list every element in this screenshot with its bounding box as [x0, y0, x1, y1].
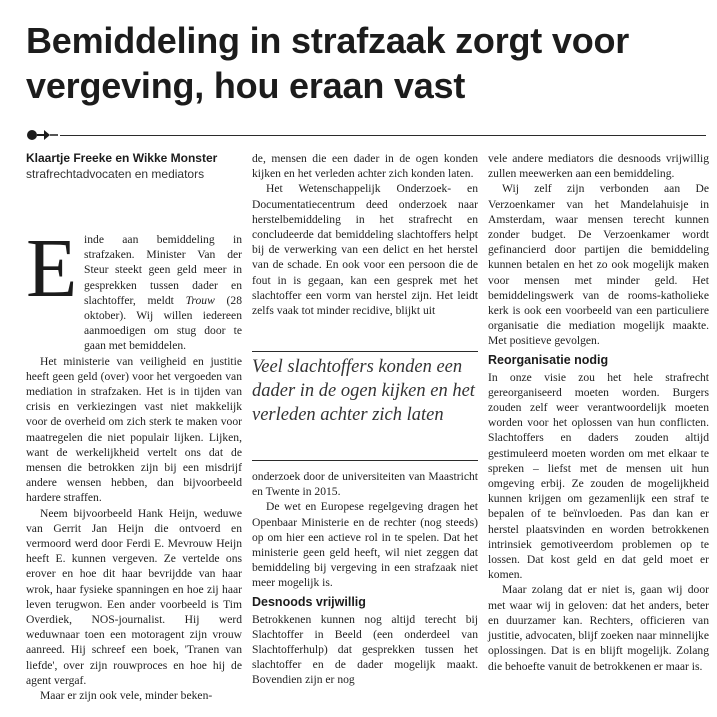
column-1	[26, 222, 242, 703]
source-name: Trouw	[185, 293, 215, 307]
column-3	[488, 151, 709, 674]
body-paragraph: Het Wetenschappelijk Onderzoek- en Documentatiecentrum deed onderzoek naar herstelbemiddeling in het strafrecht en concludeerde dat bemiddeling slachtoffers helpt bij de verwerking van een delict en het herstel van de schade. En ook voor een persoon die de fout in is gegaan, kan een gesprek met het slachtoffer een vorm van herstel zijn. Het leidt zelfs vaak tot minder recidive, blijkt uit	[252, 182, 478, 318]
pull-quote: Veel slachtoffers konden een dader in de ogen kijken en het verleden achter zich laten	[252, 357, 475, 425]
body-paragraph: vele andere mediators die desnoods vrijwillig zullen meewerken aan een bemiddeling.	[488, 152, 709, 181]
header-rule	[26, 135, 706, 136]
body-paragraph: Maar er zijn ook vele, minder beken-	[40, 689, 213, 703]
subheading-reorganisatie-nodig: Reorganisatie nodig	[488, 352, 609, 367]
subheading-desnoods-vrijwillig: Desnoods vrijwillig	[252, 594, 366, 609]
body-paragraph: Het ministerie van veiligheid en justitie heeft geen geld (over) voor het vergoeden van mediation in strafzaken. Het is in tijden van crisis en verkiezingen vast niet makkelijk voor de overheid om zich sterk te maken voor maatregelen die niet populair lijken. Lijken, want de werkelijkheid vertelt ons dat de mensen die betrokken zijn bij een misdrijf andere wensen hebben, dan bijvoorbeeld hardere straffen.	[26, 354, 242, 505]
headline: Bemiddeling in strafzaak zorgt voor vergeving, hou eraan vast	[26, 20, 630, 106]
body-paragraph: Wij zelf zijn verbonden aan De Verzoenkamer van het Mandelahuisje in Amsterdam, waar mensen terecht kunnen zonder budget. De Verzoenkamer wordt gefinancierd door partijen die bemiddeling kunnen betalen en het zo ook mogelijk maken voor mensen met minder geld. Het bemiddelingswerk van de rooms-katholieke kerk is ook een voorbeeld van een particuliere organisatie die mediation mogelijk maakte. Met positieve gevolgen.	[488, 182, 709, 348]
drop-cap: E	[26, 222, 78, 315]
body-paragraph: de, mensen die een dader in de ogen konden kijken en het verleden achter zich konden laten.	[252, 152, 478, 181]
pull-quote-bottom-rule	[252, 460, 478, 461]
author-role: strafrechtadvocaten en mediators	[26, 167, 205, 181]
body-paragraph: onderzoek door de universiteiten van Maastricht en Twente in 2015.	[252, 470, 478, 499]
newspaper-logo-icon	[26, 128, 60, 142]
body-paragraph: In onze visie zou het hele strafrecht gereorganiseerd moeten worden. Burgers zouden zelf weer verantwoordelijk moeten worden voor het oplossen van hun conflicten. Slachtoffers en daders zouden altijd gestimuleerd moeten worden om met elkaar te spreken – liefst met de mensen uit hun omgeving erbij. Ze zouden de mogelijkheid kunnen krijgen om gezamenlijk een straf te bepalen of te beïnvloeden. Pas dan kan er herstel plaatsvinden en worden betrokkenen intrinsiek gemotiveerdom problemen op te lossen. Dat kost geld en dat geld moet er komen.	[488, 370, 709, 582]
pull-quote-top-rule	[252, 351, 478, 352]
body-paragraph: Neem bijvoorbeeld Hank Heijn, weduwe van Gerrit Jan Heijn die ontvoerd en vermoord werd door Ferdi E. Mevrouw Heijn heeft E. kunnen vergeven. Ze vertelde ons erover en hoe dit haar bevrijdde van haar wrok, haar fysieke spanningen en hoe zij haar leven terugwon. Een ander voorbeeld is Tim Overdiek, NOS-journalist. Hij werd weduwnaar toen een motoragent zijn vrouw aanreed. Hij schreef een boek, 'Tranen van liefde', over zijn rouwproces en hoe hij de agent vergaf.	[26, 506, 242, 687]
body-paragraph: De wet en Europese regelgeving dragen het Openbaar Ministerie en de rechter (nog steeds) op om hier een actieve rol in te spelen. Dat het ministerie geen geld heeft, wil niet zeggen dat bemiddeling bij vergeving in een strafzaak niet meer mogelijk is.	[252, 500, 478, 590]
byline	[26, 151, 241, 182]
column-2-bottom	[252, 469, 478, 688]
body-paragraph: Maar zolang dat er niet is, gaan wij door met waar wij in geloven: dat het anders, beter en duurzamer kan. Rechters, officieren van justitie, advocaten, blijf zoeken naar minnelijke oplossingen. Dat is en blijft mogelijk. Zolang die behoefte vanuit de betrokkenen er maar is.	[488, 583, 709, 673]
author-names: Klaartje Freeke en Wikke Monster	[26, 151, 218, 165]
lead-paragraph: inde aan bemiddeling in strafzaken. Minister Van der Steur steekt geen geld meer in gesprekken tussen dader en slachtoffer, meldt Trouw (28 oktober). Wij willen iedereen aanmoedigen om stug door te gaan met bemiddelen.	[84, 233, 242, 353]
column-2-top	[252, 151, 478, 318]
body-paragraph: Betrokkenen kunnen nog altijd terecht bij Slachtoffer in Beeld (een onderdeel van Slachtofferhulp) dat gesprekken tussen het slachtoffer en de dader mogelijk maakt. Bovendien zijn er nog	[252, 612, 478, 687]
